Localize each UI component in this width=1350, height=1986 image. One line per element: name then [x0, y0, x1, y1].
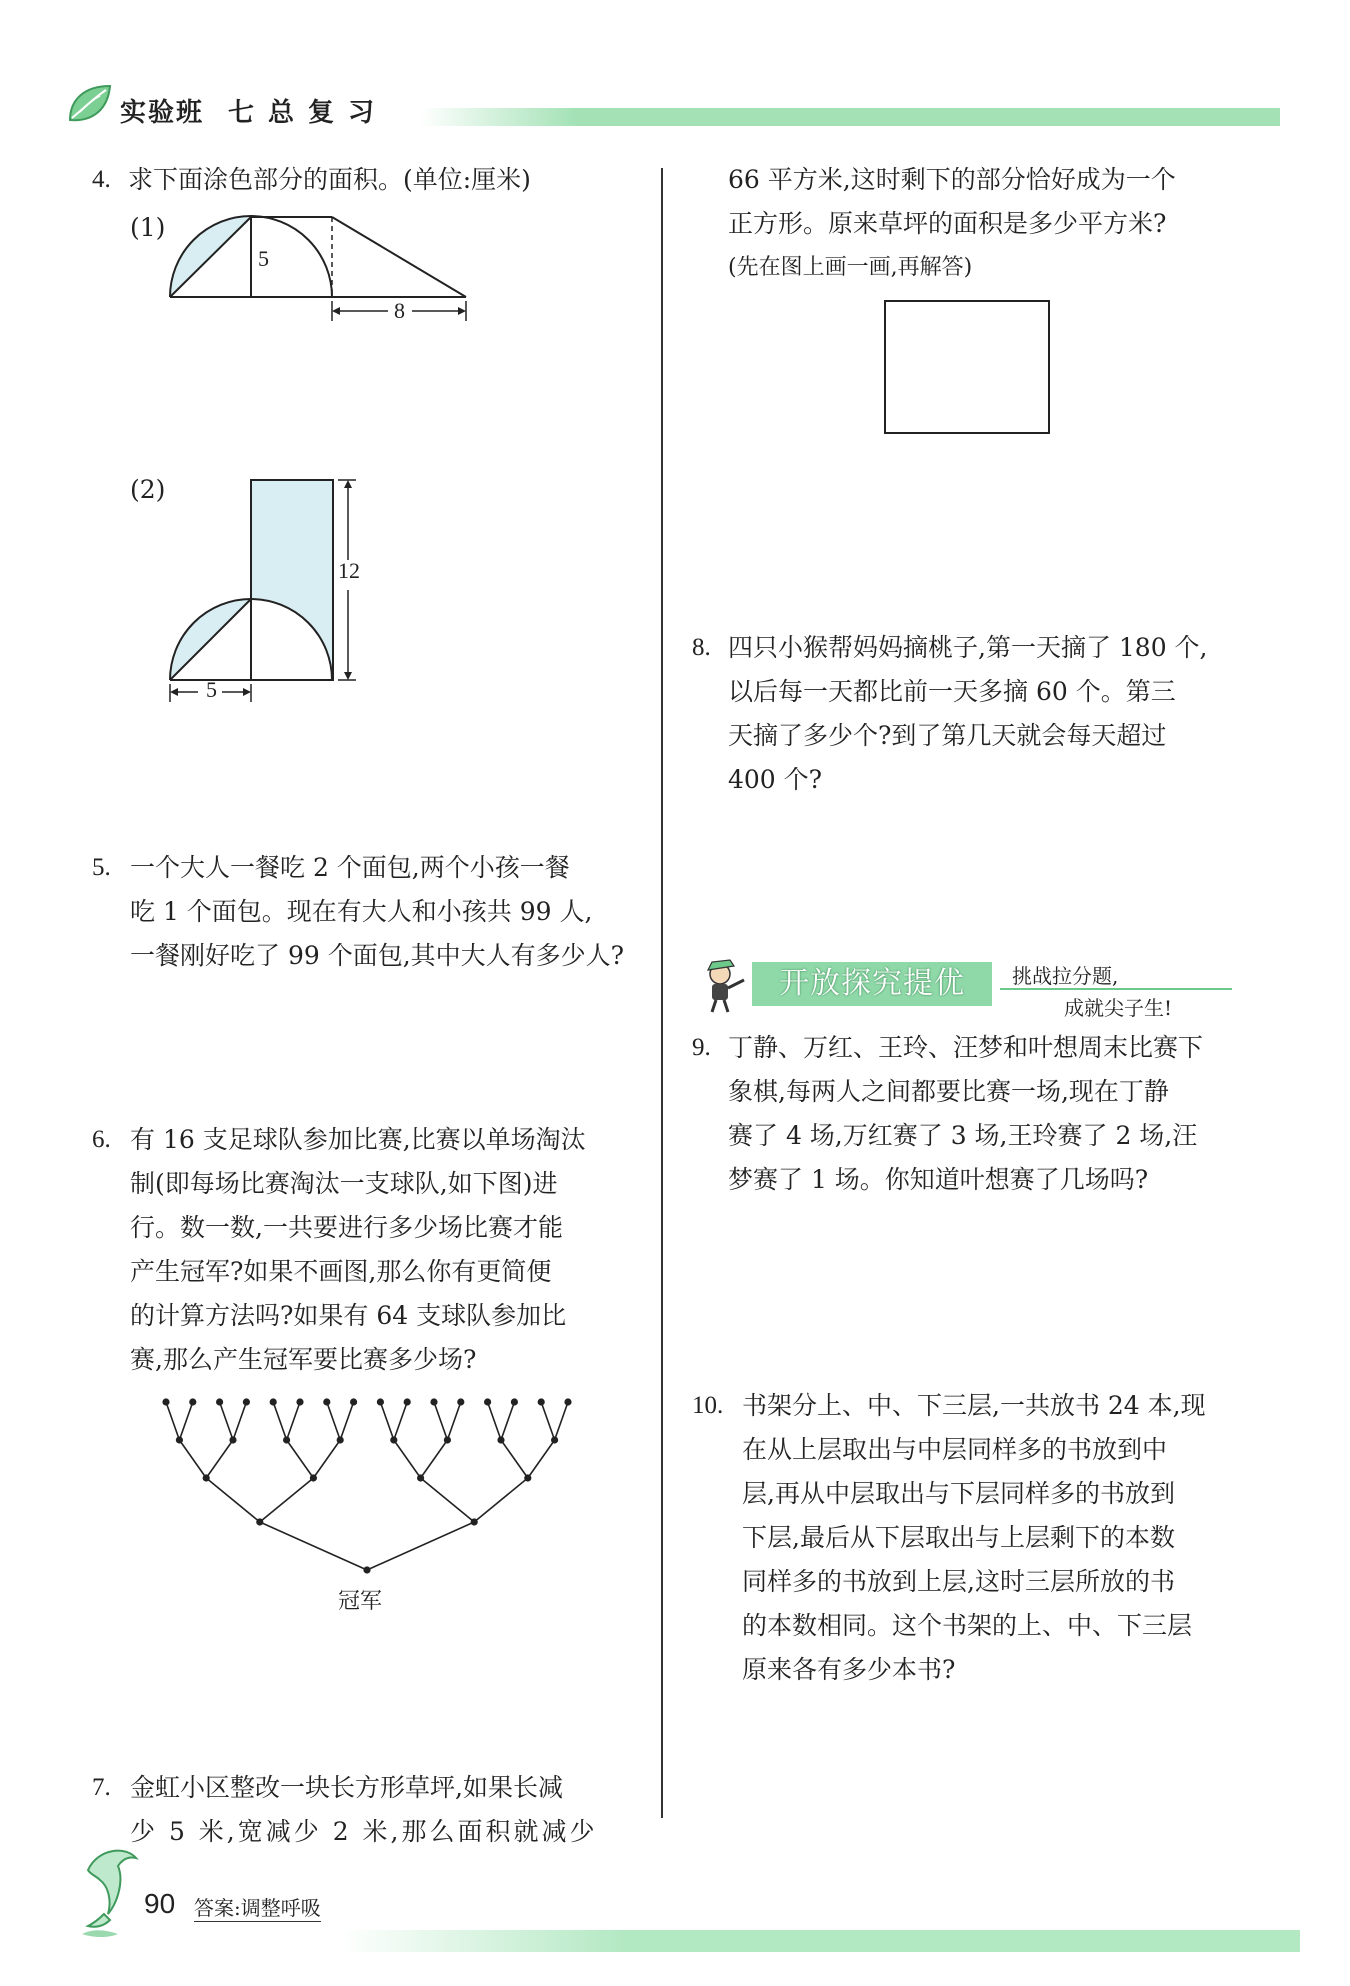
bracket-edge — [340, 1402, 353, 1440]
bracket-edge — [260, 1522, 367, 1570]
bracket-edge — [179, 1402, 192, 1440]
bracket-edge — [394, 1440, 421, 1478]
bracket-edge — [206, 1440, 233, 1478]
bracket-node — [511, 1398, 518, 1405]
q6-line: 赛,那么产生冠军要比赛多少场? — [130, 1345, 477, 1374]
q4-text: 求下面涂色部分的面积。(单位:厘米) — [128, 165, 531, 194]
bracket-edge — [528, 1440, 555, 1478]
q9-line: 象棋,每两人之间都要比赛一场,现在丁静 — [728, 1077, 1169, 1106]
dolphin-icon — [78, 1840, 144, 1940]
page-number: 90 — [144, 1888, 176, 1919]
bracket-edge — [555, 1402, 568, 1440]
q6-line: 有 16 支足球队参加比赛,比赛以单场淘汰 — [130, 1125, 586, 1154]
q5-line: 一个大人一餐吃 2 个面包,两个小孩一餐 — [130, 853, 570, 882]
bracket-edge — [166, 1402, 179, 1440]
bracket-edge — [421, 1440, 448, 1478]
q10-line: 书架分上、中、下三层,一共放书 24 本,现 — [742, 1391, 1206, 1420]
section-slogan-2: 成就尖子生! — [1064, 996, 1173, 1020]
q9-line: 梦赛了 1 场。你知道叶想赛了几场吗? — [728, 1165, 1149, 1194]
q5-line: 吃 1 个面包。现在有大人和小孩共 99 人, — [130, 897, 593, 926]
bracket-edge — [434, 1402, 447, 1440]
bracket-edge — [474, 1478, 528, 1522]
tournament-bracket-diagram — [150, 1390, 590, 1590]
bracket-edge — [287, 1402, 300, 1440]
header-subtitle: 七总复习 — [228, 98, 389, 128]
footer-band — [340, 1930, 1300, 1952]
q6-text — [130, 1118, 586, 1382]
champion-label: 冠军 — [338, 1589, 383, 1614]
bracket-edge — [380, 1402, 393, 1440]
q8-line: 四只小猴帮妈妈摘桃子,第一天摘了 180 个, — [728, 633, 1208, 662]
bracket-edge — [233, 1402, 246, 1440]
q4-figure-1 — [160, 205, 480, 325]
q10-text — [742, 1384, 1206, 1692]
q9-line: 赛了 4 场,万红赛了 3 场,王玲赛了 2 场,汪 — [728, 1121, 1198, 1150]
q5-text — [130, 846, 624, 978]
bracket-node — [363, 1566, 370, 1573]
q7-text — [130, 1766, 598, 1854]
section-banner: 开放探究提优 — [752, 962, 992, 1006]
bracket-edge — [501, 1440, 528, 1478]
q6-line: 行。数一数,一共要进行多少场比赛才能 — [130, 1213, 563, 1242]
answer-note: 答案:调整呼吸 — [194, 1892, 321, 1922]
bracket-edge — [367, 1522, 474, 1570]
bracket-edge — [327, 1402, 340, 1440]
q7-line: 正方形。原来草坪的面积是多少平方米? — [728, 209, 1167, 238]
q7-number: 7. — [92, 1774, 111, 1801]
q6-line: 制(即每场比赛淘汰一支球队,如下图)进 — [130, 1169, 558, 1198]
q6-number: 6. — [92, 1126, 111, 1153]
q10-line: 下层,最后从下层取出与上层剩下的本数 — [742, 1523, 1175, 1552]
bracket-edge — [501, 1402, 514, 1440]
q8-line: 以后每一天都比前一天多摘 60 个。第三 — [728, 677, 1176, 706]
q9-text — [728, 1026, 1203, 1202]
bracket-edge — [220, 1402, 233, 1440]
q10-line: 同样多的书放到上层,这时三层所放的书 — [742, 1567, 1175, 1596]
q8-line: 天摘了多少个?到了第几天就会每天超过 — [728, 721, 1167, 750]
q7-line: 66 平方米,这时剩下的部分恰好成为一个 — [728, 165, 1176, 194]
q5-number: 5. — [92, 854, 111, 881]
q8-line: 400 个? — [728, 765, 823, 794]
bracket-edge — [541, 1402, 554, 1440]
column-divider — [661, 168, 663, 1818]
q8-number: 8. — [692, 634, 711, 661]
q7-square-figure — [884, 300, 1050, 434]
bracket-edge — [447, 1402, 460, 1440]
bracket-edge — [179, 1440, 206, 1478]
header-band — [420, 108, 1280, 126]
bracket-edge — [273, 1402, 286, 1440]
bracket-edge — [206, 1478, 260, 1522]
q4-figure-2 — [160, 470, 370, 710]
bracket-node — [256, 1518, 263, 1525]
bracket-edge — [394, 1402, 407, 1440]
q6-line: 的计算方法吗?如果有 64 支球队参加比 — [130, 1301, 567, 1330]
q7-line: 金虹小区整改一块长方形草坪,如果长减 — [130, 1773, 563, 1802]
q9-line: 丁静、万红、王玲、汪梦和叶想周末比赛下 — [728, 1033, 1204, 1062]
bracket-edge — [488, 1402, 501, 1440]
q4-number: 4. — [92, 166, 111, 193]
section-underline — [1000, 988, 1232, 990]
q10-line: 层,再从中层取出与下层同样多的书放到 — [742, 1479, 1175, 1508]
q4-fig1-height: 5 — [258, 246, 269, 271]
q4-fig2-height: 12 — [338, 558, 360, 583]
q10-line: 在从上层取出与中层同样多的书放到中 — [742, 1435, 1168, 1464]
q4-fig2-label: (2) — [130, 475, 166, 504]
q7-continued — [728, 158, 1176, 290]
q10-line: 的本数相同。这个书架的上、中、下三层 — [742, 1611, 1193, 1640]
section-slogan-1: 挑战拉分题, — [1012, 964, 1119, 988]
q9-number: 9. — [692, 1034, 711, 1061]
q5-line: 一餐刚好吃了 99 个面包,其中大人有多少人? — [130, 941, 625, 970]
q10-number: 10. — [692, 1392, 724, 1419]
header-title: 实验班 — [120, 98, 205, 128]
leaf-logo-icon — [66, 82, 114, 124]
bracket-edge — [421, 1478, 475, 1522]
bracket-node — [323, 1398, 330, 1405]
bracket-edge — [287, 1440, 314, 1478]
q10-line: 原来各有多少本书? — [742, 1655, 956, 1684]
q4-fig1-width: 8 — [394, 298, 405, 323]
q8-text — [728, 626, 1208, 802]
q6-line: 产生冠军?如果不画图,那么你有更简便 — [130, 1257, 552, 1286]
boy-mascot-icon — [694, 956, 752, 1014]
q4-fig2-width: 5 — [206, 677, 217, 702]
q7-line: 少 5 米,宽减少 2 米,那么面积就减少 — [130, 1817, 598, 1846]
q4-fig1-label: (1) — [130, 213, 166, 242]
bracket-edge — [260, 1478, 314, 1522]
q7-line: (先在图上画一画,再解答) — [728, 255, 973, 280]
bracket-edge — [313, 1440, 340, 1478]
